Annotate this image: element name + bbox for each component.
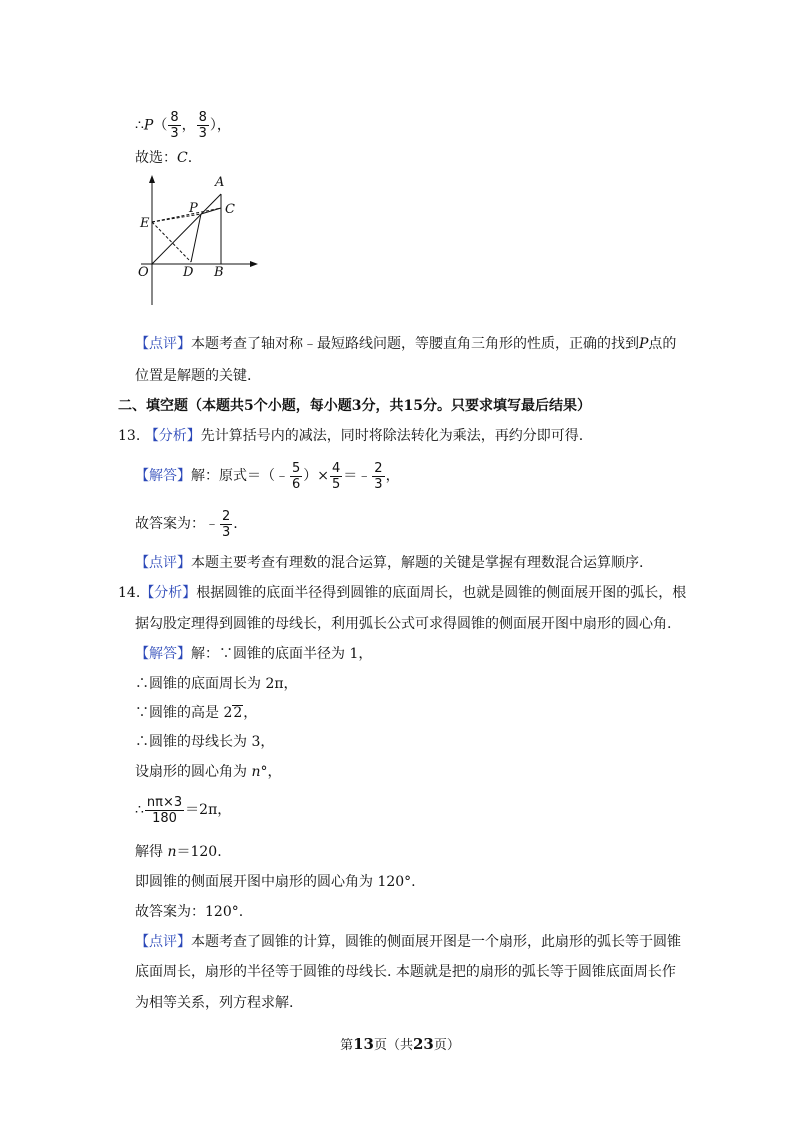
- x-axis-arrow: [250, 261, 258, 267]
- fraction: $\frac{8}{3}$: [198, 110, 207, 141]
- review-tag: 【点评】: [135, 934, 191, 950]
- solution-tag: 【解答】: [135, 468, 191, 484]
- dashed-ed: [152, 222, 191, 262]
- review-tag: 【点评】: [135, 555, 191, 571]
- q14-solution-2: ∴圆锥的底面周长为 2π，: [135, 676, 298, 692]
- review-tag: 【点评】: [135, 336, 191, 352]
- page-footer: 第13页（共23页）: [340, 1035, 460, 1053]
- review-paragraph-cont: 位置是解题的关键.: [135, 368, 252, 384]
- q14-solution-3: ∵圆锥的高是 22，: [135, 705, 258, 721]
- sqrt: 2: [233, 705, 243, 721]
- q14-solution-4: ∴圆锥的母线长为 3，: [135, 734, 275, 750]
- q14-solution-8: 即圆锥的侧面展开图中扇形的圆心角为 120°.: [135, 874, 416, 890]
- fraction: $\frac{8}{3}$: [170, 110, 179, 141]
- q14-answer: 故答案为：120°.: [135, 904, 244, 920]
- question-number: 14.: [118, 585, 141, 601]
- analysis-tag: 【分析】: [140, 585, 197, 601]
- solution-tag: 【解答】: [135, 646, 191, 662]
- section-title: 二、填空题（本题共5个小题，每小题3分，共15分。只要求填写最后结果）: [118, 398, 591, 414]
- q14-review-end: 为相等关系，列方程求解.: [135, 995, 294, 1011]
- q13-analysis: 13. 【分析】先计算括号内的减法，同时将除法转化为乘法，再约分即可得.: [118, 428, 584, 444]
- q14-solution-5: 设扇形的圆心角为 n°，: [135, 764, 282, 780]
- review-paragraph: 【点评】本题考查了轴对称﹣最短路线问题，等腰直角三角形的性质，正确的找到P点的: [135, 336, 677, 352]
- q14-analysis: 14.【分析】根据圆锥的底面半径得到圆锥的底面周长，也就是圆锥的侧面展开图的弧长，根: [118, 585, 687, 601]
- label-c: C: [225, 202, 235, 217]
- q14-review-cont: 底面周长，扇形的半径等于圆锥的母线长. 本题就是把的扇形的弧长等于圆锥底面周长作: [135, 964, 676, 980]
- segment-oa: [152, 194, 221, 264]
- fraction: $\frac{4}{5}$: [332, 460, 341, 492]
- label-p: P: [189, 201, 198, 216]
- label-e: E: [140, 216, 150, 231]
- label-a: A: [215, 175, 225, 190]
- q14-solution-7: 解得 n＝120.: [135, 844, 222, 860]
- q14-review: 【点评】本题考查了圆锥的计算，圆锥的侧面展开图是一个扇形，此扇形的弧长等于圆锥: [135, 934, 681, 950]
- answer-line: 故选：C.: [135, 150, 193, 166]
- q14-analysis-cont: 据勾股定理得到圆锥的母线长，利用弧长公式可求得圆锥的侧面展开图中扇形的圆心角.: [135, 616, 672, 632]
- analysis-tag: 【分析】: [144, 428, 201, 444]
- fraction: $\frac{2}{3}$: [374, 460, 383, 492]
- q13-answer: 故答案为：﹣ $\frac{2}{3}$ .: [135, 508, 238, 540]
- q14-solution-1: 【解答】解：∵圆锥的底面半径为 1，: [135, 646, 373, 662]
- q13-solution: 【解答】解：原式＝（﹣ $\frac{5}{6}$ ）× $\frac{4}{5}$ ＝﹣ $\frac{2}{3}$ ，: [135, 460, 400, 492]
- label-b: B: [214, 265, 224, 280]
- q13-review: 【点评】本题主要考查有理数的混合运算，解题的关键是掌握有理数混合运算顺序.: [135, 555, 644, 571]
- question-number: 13.: [118, 428, 141, 444]
- label-o: O: [138, 265, 149, 280]
- dashed-ec: [152, 208, 221, 222]
- point-p-coordinates: ∴P（ $\frac{8}{3}$ ， $\frac{8}{3}$ ），: [135, 110, 231, 141]
- page-total: 23: [413, 1035, 434, 1053]
- segment-pd: [191, 214, 201, 262]
- fraction: $\frac{n\pi\times 3}{180}$: [146, 794, 183, 826]
- y-axis-arrow: [149, 175, 155, 183]
- fraction: $\frac{5}{6}$: [292, 460, 301, 492]
- page-number: 13: [353, 1035, 374, 1053]
- label-d: D: [183, 265, 194, 280]
- geometry-figure: [135, 172, 265, 307]
- fraction: $\frac{2}{3}$: [222, 508, 231, 540]
- q14-solution-6: ∴ $\frac{n\pi\times 3}{180}$ ＝2π，: [135, 794, 232, 826]
